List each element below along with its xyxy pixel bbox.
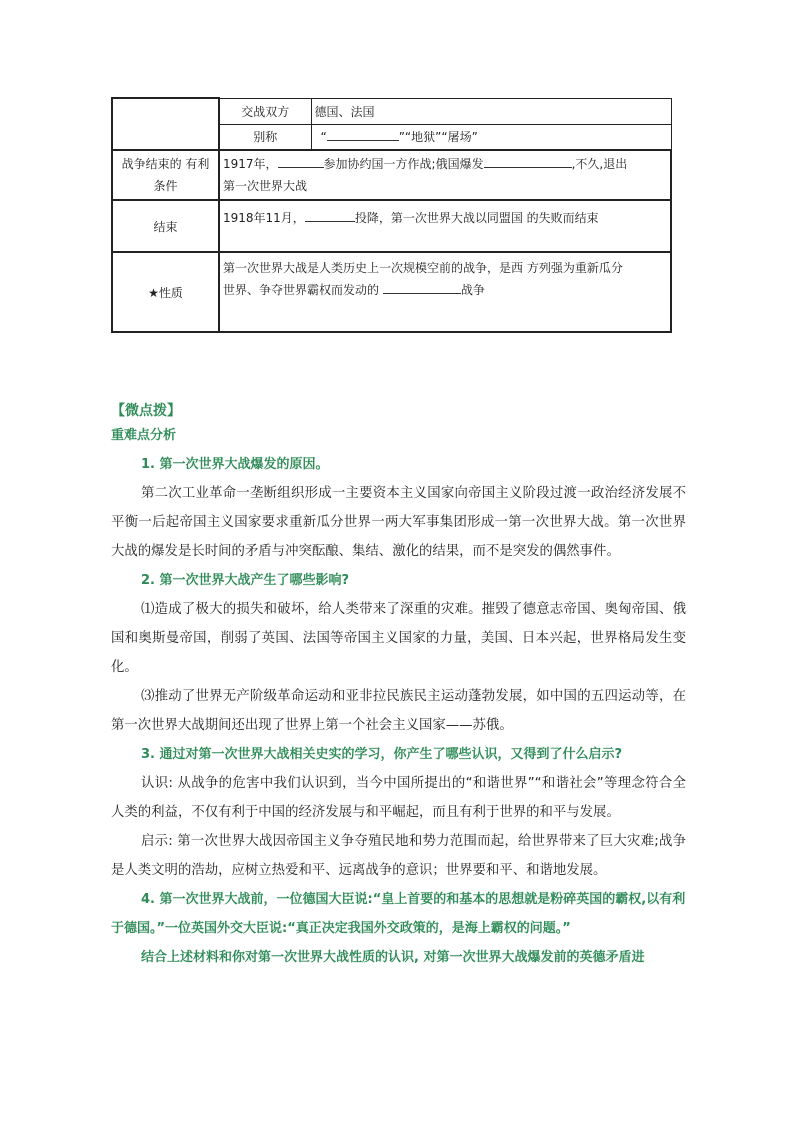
analysis-section <box>111 400 686 972</box>
paragraph-causes: 第二次工业革命一垄断组织形成一主要资本主义国家向帝国主义阶段过渡一政治经济发展不平衡一后起帝国主义国家要求重新瓜分世界一两大军事集团形成一第一次世界大战。第一次世界大战的爆发是长时间的矛盾与冲突酝酿、集结、激化的结果，而不是突发的偶然事件。 <box>111 486 686 559</box>
question-1: 1. 第一次世界大战爆发的原因。 <box>141 457 329 472</box>
question-4: 4. 第一次世界大战前，一位德国大臣说:“皇上首要的和基本的思想就是粉碎英国的霸权,以有利于德国。”一位英国外交大臣说:“真正决定我国外交政策的，是海上霸权的问题。” <box>111 892 686 936</box>
paragraph-understanding: 认识: 从战争的危害中我们认识到，当今中国所提出的“和谐世界”“和谐社会”等理念符合全人类的利益，不仅有利于中国的经济发展与和平崛起，而且有利于世界的和平与发展。 <box>111 776 686 820</box>
cell-combatants-label: 交战双方 <box>219 98 311 124</box>
cell-end-conditions-value: 1917年， 参加协约国一方作战;俄国爆发 ,不久,退出 第一次世界大战 <box>219 150 671 200</box>
question-3: 3. 通过对第一次世界大战相关史实的学习，你产生了哪些认识，又得到了什么启示? <box>141 747 623 762</box>
cell-end-label: 结束 <box>112 200 219 252</box>
table-row <box>112 98 671 124</box>
cell-combatants-value: 德国、法国 <box>311 98 671 124</box>
section-subheading: 重难点分析 <box>111 428 177 443</box>
cell-alias-value: “ ”“地狱”“屠场” <box>311 124 671 150</box>
fill-blank[interactable] <box>383 282 461 294</box>
fill-blank[interactable] <box>327 129 399 141</box>
table-row <box>112 150 671 200</box>
cell-end-value: 1918年11月， 投降，第一次世界大战以同盟国 的失败而结束 <box>219 200 671 252</box>
cell-end-conditions-label: 战争结束的 有利 条件 <box>112 150 219 200</box>
ww1-summary-table <box>111 97 672 333</box>
cell-alias-label: 别称 <box>219 124 311 150</box>
section-heading: 【微点拨】 <box>111 403 181 419</box>
table-row <box>112 200 671 252</box>
paragraph-inspiration: 启示: 第一次世界大战因帝国主义争夺殖民地和势力范围而起，给世界带来了巨大灾难;战争是人类文明的浩劫，应树立热爱和平、远离战争的意识；世界要和平、和谐地发展。 <box>111 834 686 878</box>
cell-nature-label: ★性质 <box>112 252 219 332</box>
paragraph-impact-3: ⑶推动了世界无产阶级革命运动和亚非拉民族民主运动蓬勃发展，如中国的五四运动等，在第一次世界大战期间还出现了世界上第一个社会主义国家——苏俄。 <box>111 689 686 733</box>
cell-nature-value: 第一次世界大战是人类历史上一次规模空前的战争，是西 方列强为重新瓜分 世界、争夺世界霸权而发动的 战争 <box>219 252 671 332</box>
fill-blank[interactable] <box>278 156 324 168</box>
table-row <box>112 252 671 332</box>
table-empty-cell <box>112 98 219 150</box>
paragraph-impact-1: ⑴造成了极大的损失和破坏，给人类带来了深重的灾难。摧毁了德意志帝国、奥匈帝国、俄国和奥斯曼帝国，削弱了英国、法国等帝国主义国家的力量，美国、日本兴起，世界格局发生变化。 <box>111 602 686 675</box>
fill-blank[interactable] <box>305 210 355 222</box>
question-4-continued: 结合上述材料和你对第一次世界大战性质的认识, 对第一次世界大战爆发前的英德矛盾进 <box>141 950 645 965</box>
question-2: 2. 第一次世界大战产生了哪些影响? <box>141 573 350 588</box>
fill-blank[interactable] <box>484 156 572 168</box>
